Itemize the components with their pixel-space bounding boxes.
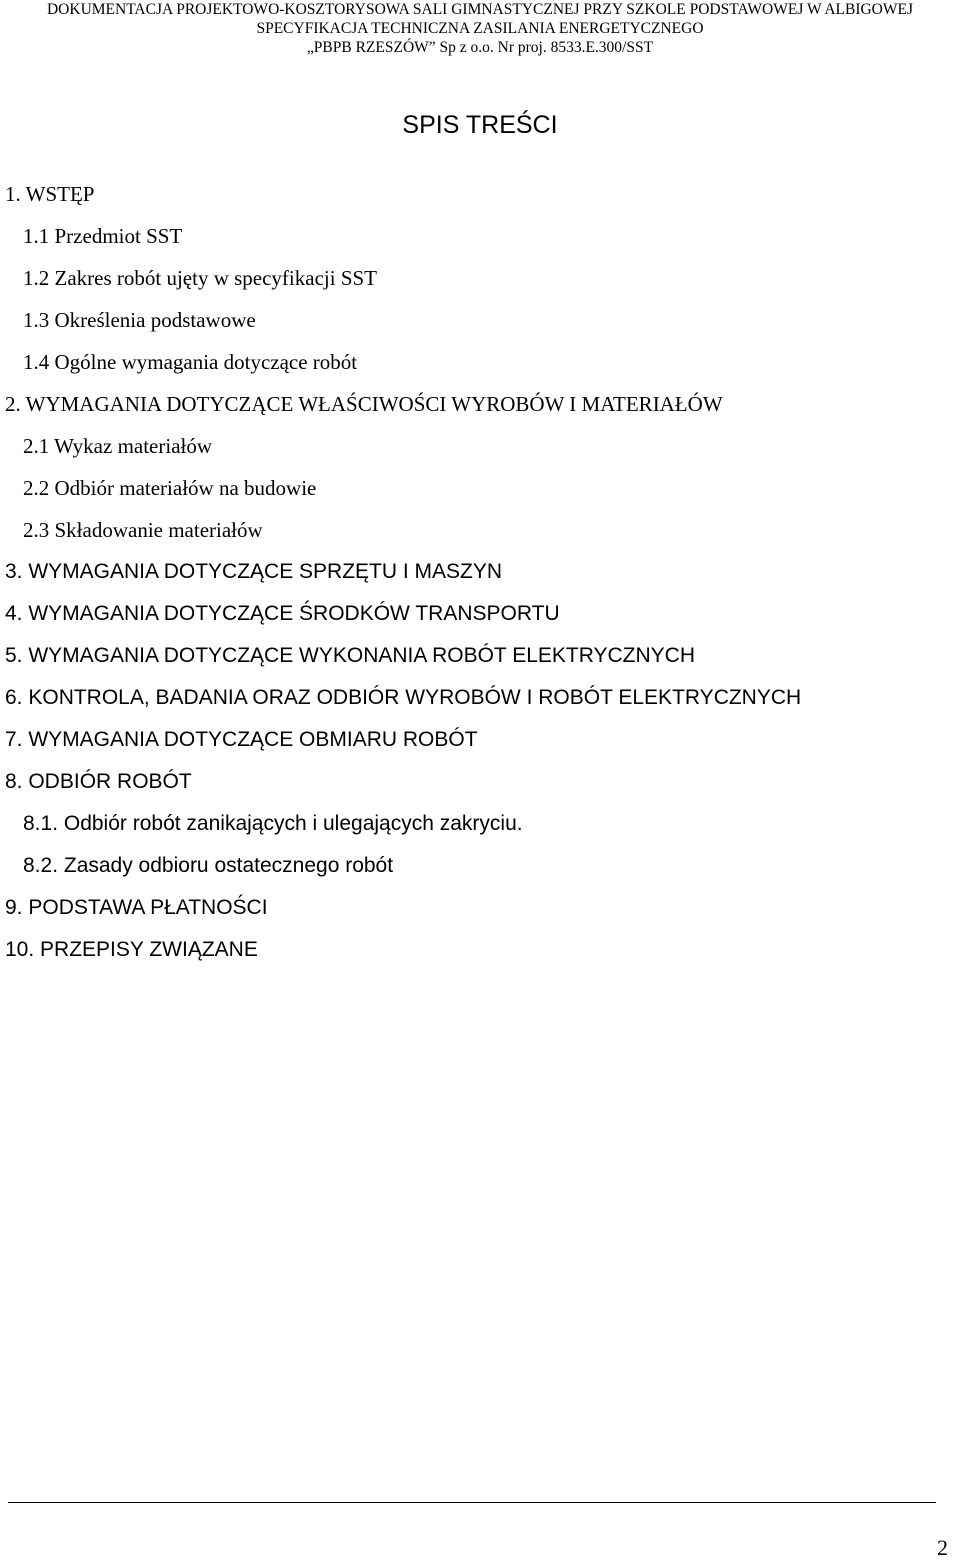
toc-item: 2.2 Odbiór materiałów na budowie — [23, 476, 317, 500]
document-header — [0, 0, 960, 57]
toc-item: 8. ODBIÓR ROBÓT — [5, 770, 192, 793]
toc-item: 10. PRZEPISY ZWIĄZANE — [5, 938, 258, 961]
toc-item: 8.1. Odbiór robót zanikających i ulegających zakryciu. — [23, 812, 523, 835]
toc-item: 5. WYMAGANIA DOTYCZĄCE WYKONANIA ROBÓT ELEKTRYCZNYCH — [5, 644, 696, 667]
footer-divider — [8, 1502, 936, 1503]
toc-item: 1.2 Zakres robót ujęty w specyfikacji SST — [23, 266, 378, 290]
toc-item: 7. WYMAGANIA DOTYCZĄCE OBMIARU ROBÓT — [5, 728, 478, 751]
toc-item: 1.1 Przedmiot SST — [23, 224, 183, 248]
toc-item: 8.2. Zasady odbioru ostatecznego robót — [23, 854, 394, 877]
toc-item: 3. WYMAGANIA DOTYCZĄCE SPRZĘTU I MASZYN — [5, 560, 503, 583]
toc-title: SPIS TREŚCI — [402, 111, 558, 139]
header-line-document-title: DOKUMENTACJA PROJEKTOWO-KOSZTORYSOWA SALI GIMNASTYCZNEJ PRZY SZKOLE PODSTAWOWEJ W ALBIGOWEJ — [46, 1, 914, 18]
toc-item: 6. KONTROLA, BADANIA ORAZ ODBIÓR WYROBÓW I ROBÓT ELEKTRYCZNYCH — [5, 686, 802, 709]
table-of-contents — [0, 176, 960, 974]
toc-item: 2.3 Składowanie materiałów — [23, 518, 263, 542]
toc-item: 1.4 Ogólne wymagania dotyczące robót — [23, 350, 358, 374]
toc-item: 9. PODSTAWA PŁATNOŚCI — [5, 896, 268, 919]
header-line-project-number: „PBPB RZESZÓW” Sp z o.o. Nr proj. 8533.E.300/SST — [306, 39, 654, 56]
toc-item: 2. WYMAGANIA DOTYCZĄCE WŁAŚCIWOŚCI WYROBÓW I MATERIAŁÓW — [5, 392, 723, 416]
toc-item: 1. WSTĘP — [5, 182, 95, 206]
toc-item: 2.1 Wykaz materiałów — [23, 434, 213, 458]
toc-item: 1.3 Określenia podstawowe — [23, 308, 256, 332]
header-line-specification: SPECYFIKACJA TECHNICZNA ZASILANIA ENERGETYCZNEGO — [256, 20, 704, 37]
toc-item: 4. WYMAGANIA DOTYCZĄCE ŚRODKÓW TRANSPORTU — [5, 602, 560, 625]
page-number: 2 — [937, 1535, 948, 1560]
